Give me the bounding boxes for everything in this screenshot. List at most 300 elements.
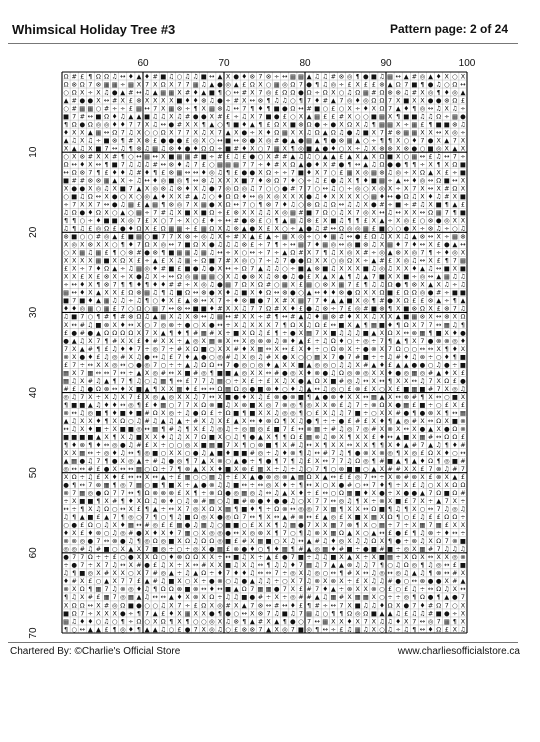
svg-text:£: £ [266,392,271,401]
svg-text:7: 7 [444,208,449,217]
svg-text:⊗: ⊗ [427,408,434,417]
svg-text:▲: ▲ [104,513,110,522]
svg-text:■: ■ [135,408,142,417]
svg-text:♫: ♫ [281,96,288,105]
svg-text:●: ● [427,96,434,105]
svg-text:÷: ÷ [460,529,466,538]
svg-text:▦: ▦ [330,593,337,602]
svg-text:●: ● [427,336,434,345]
svg-text:X: X [80,593,85,602]
svg-text:●: ● [290,328,296,337]
svg-text:¶: ¶ [266,96,271,105]
svg-text:♦: ♦ [362,489,369,498]
svg-text:÷: ÷ [387,521,393,530]
svg-text:#: # [201,561,207,570]
svg-text:Ω: Ω [290,80,296,89]
svg-text:↔: ↔ [120,561,126,570]
svg-text:÷: ÷ [273,248,280,257]
svg-text:7: 7 [177,529,182,538]
svg-text:¶: ¶ [161,288,166,297]
svg-text:◎: ◎ [306,400,312,409]
svg-text:#: # [363,248,369,257]
svg-text:7: 7 [72,112,77,121]
svg-text:○: ○ [338,144,345,153]
svg-text:○: ○ [225,432,231,441]
svg-text:▦: ▦ [281,280,288,289]
svg-text:●: ● [249,593,256,602]
svg-text:#: # [209,328,215,337]
svg-text:X: X [444,128,449,137]
svg-text:●: ● [281,136,288,145]
svg-text:▦: ▦ [281,545,288,554]
svg-text:♦: ♦ [95,416,102,425]
svg-text:♦: ♦ [460,336,466,345]
svg-text:X: X [460,569,466,578]
svg-text:7: 7 [145,545,150,554]
svg-text:◎: ◎ [427,88,434,97]
svg-text:↔: ↔ [403,328,409,337]
svg-text:■: ■ [387,456,394,465]
svg-text:○: ○ [225,376,231,385]
svg-text:●: ● [160,136,167,145]
svg-text:÷: ÷ [395,625,401,634]
svg-text:Ω: Ω [274,505,280,514]
svg-text:÷: ÷ [363,553,369,562]
svg-text:¶: ¶ [72,569,77,578]
svg-text:Ω: Ω [233,192,239,201]
svg-text:●: ● [209,184,215,193]
svg-text:♫: ♫ [411,609,418,618]
svg-text:⊗: ⊗ [209,489,215,498]
svg-text:Ω: Ω [241,280,247,289]
svg-text:¶: ¶ [436,160,441,169]
svg-text:X: X [460,176,466,185]
svg-text:7: 7 [412,601,417,610]
svg-text:Ω: Ω [136,224,142,233]
svg-text:♫: ♫ [233,577,240,586]
svg-text:#: # [452,465,458,474]
svg-text:♫: ♫ [176,112,183,121]
footer-website: www.charliesofficialstore.ca [397,646,520,657]
svg-text:↔: ↔ [411,376,418,385]
svg-text:X: X [177,368,182,377]
svg-text:▦: ▦ [257,537,264,546]
svg-text:▦: ▦ [370,168,377,177]
svg-text:X: X [96,96,101,105]
svg-text:X: X [250,609,255,618]
svg-text:↔: ↔ [103,96,110,105]
svg-text:¶: ¶ [347,272,352,281]
svg-text:♫: ♫ [322,432,329,441]
svg-text:▦: ▦ [200,224,207,233]
svg-text:X: X [371,152,377,161]
svg-text:Ω: Ω [104,72,109,81]
svg-text:♦: ♦ [387,320,393,329]
svg-text:¶: ¶ [315,80,320,89]
svg-text:Ω: Ω [71,473,77,482]
svg-text:◎: ◎ [281,625,288,634]
svg-text:X: X [209,601,215,610]
svg-text:X: X [347,104,352,113]
svg-text:X: X [120,545,125,554]
svg-text:◎: ◎ [330,513,337,522]
svg-text:X: X [460,344,466,353]
row-label: 40 [28,387,39,399]
svg-text:£: £ [234,473,239,482]
svg-text:○: ○ [346,336,353,345]
svg-text:#: # [103,104,110,113]
svg-text:▲: ▲ [322,513,328,522]
svg-text:X: X [112,288,117,297]
svg-text:X: X [404,248,409,257]
svg-text:⊗: ⊗ [435,465,442,474]
svg-text:X: X [144,553,150,562]
svg-text:X: X [169,80,174,89]
svg-text:○: ○ [354,481,361,490]
svg-text:♫: ♫ [144,272,150,281]
svg-text:X: X [193,440,198,449]
svg-text:÷: ÷ [444,232,450,241]
svg-text:▲: ▲ [436,296,442,305]
svg-text:○: ○ [152,128,158,137]
svg-text:■: ■ [168,152,175,161]
svg-text:♫: ♫ [71,392,78,401]
svg-text:↔: ↔ [128,473,134,482]
svg-text:Ω: Ω [322,88,328,97]
svg-text:#: # [395,465,401,474]
column-label: 60 [137,58,149,69]
svg-text:○: ○ [225,625,231,634]
svg-text:○: ○ [128,360,134,369]
svg-text:▲: ▲ [298,224,304,233]
svg-text:♦: ♦ [241,569,248,578]
svg-text:#: # [338,545,345,554]
svg-text:○: ○ [209,192,215,201]
svg-text:▦: ▦ [208,473,215,482]
svg-text:¶: ¶ [120,152,125,161]
svg-text:○: ○ [427,360,434,369]
svg-text:■: ■ [184,208,191,217]
svg-text:↔: ↔ [427,553,434,562]
svg-text:▦: ▦ [459,256,466,265]
svg-text:£: £ [388,360,393,369]
svg-text:X: X [282,440,287,449]
svg-text:X: X [258,168,263,177]
svg-text:▲: ▲ [168,593,174,602]
svg-text:♫: ♫ [273,448,280,457]
svg-text:£: £ [266,120,271,129]
svg-text:↔: ↔ [330,497,337,506]
svg-text:●: ● [71,521,77,530]
svg-text:●: ● [395,529,401,538]
svg-text:¶: ¶ [290,545,295,554]
svg-text:▦: ▦ [135,208,142,217]
svg-text:♫: ♫ [338,216,345,225]
svg-text:■: ■ [225,521,232,530]
svg-text:⊗: ⊗ [168,489,175,498]
svg-text:÷: ÷ [111,104,118,113]
svg-text:X: X [152,96,158,105]
svg-text:7: 7 [307,521,312,530]
svg-text:7: 7 [355,424,360,433]
svg-text:÷: ÷ [192,256,199,265]
svg-text:▦: ▦ [127,200,134,209]
svg-text:⊗: ⊗ [298,120,304,129]
svg-text:7: 7 [185,400,190,409]
svg-text:♫: ♫ [168,288,175,297]
svg-text:■: ■ [354,465,361,474]
svg-text:X: X [185,344,190,353]
svg-text:○: ○ [314,184,320,193]
svg-text:X: X [112,569,117,578]
svg-text:⊗: ⊗ [427,224,434,233]
svg-text:⊗: ⊗ [209,400,215,409]
svg-text:7: 7 [282,256,287,265]
svg-text:X: X [120,456,125,465]
svg-text:X: X [355,440,360,449]
svg-text:●: ● [128,553,134,562]
svg-text:▦: ▦ [168,88,175,97]
svg-text:¶: ¶ [363,320,368,329]
svg-text:↔: ↔ [387,569,393,578]
svg-text:X: X [452,521,458,530]
svg-text:X: X [355,80,360,89]
svg-text:X: X [412,336,417,345]
svg-text:■: ■ [297,392,304,401]
svg-text:÷: ÷ [395,593,401,602]
svg-text:▦: ▦ [225,384,232,393]
svg-text:⊗: ⊗ [444,312,450,321]
svg-text:♫: ♫ [419,569,426,578]
svg-text:○: ○ [330,168,337,177]
svg-text:●: ● [209,320,215,329]
svg-text:↔: ↔ [282,601,288,610]
svg-text:▦: ▦ [160,88,167,97]
svg-text:●: ● [403,224,410,233]
svg-text:▦: ▦ [419,432,426,441]
svg-text:÷: ÷ [225,296,231,305]
svg-text:■: ■ [443,489,450,498]
svg-text:X: X [387,497,393,506]
svg-text:7: 7 [161,344,166,353]
svg-text:◎: ◎ [419,72,426,81]
svg-text:▦: ▦ [176,224,183,233]
svg-text:↔: ↔ [427,585,434,594]
svg-text:÷: ÷ [452,360,458,369]
svg-text:£: £ [201,160,206,169]
svg-text:◎: ◎ [103,448,110,457]
svg-text:X: X [444,72,449,81]
svg-text:●: ● [87,96,94,105]
svg-text:■: ■ [411,112,418,121]
svg-text:£: £ [331,104,336,113]
svg-text:○: ○ [452,224,458,233]
svg-text:●: ● [192,408,199,417]
svg-text:Ω: Ω [249,80,255,89]
svg-text:X: X [233,304,239,313]
svg-text:●: ● [298,521,304,530]
svg-text:£: £ [274,553,279,562]
svg-text:Ω: Ω [428,448,433,457]
svg-text:▲: ▲ [355,320,361,329]
svg-text:♫: ♫ [419,112,426,121]
svg-text:↔: ↔ [87,112,94,121]
svg-text:#: # [111,152,118,161]
svg-text:7: 7 [266,609,271,618]
svg-text:♫: ♫ [87,545,94,554]
svg-text:÷: ÷ [371,352,377,361]
svg-text:○: ○ [144,376,150,385]
svg-text:÷: ÷ [322,424,328,433]
svg-text:÷: ÷ [176,408,183,417]
svg-text:■: ■ [362,328,369,337]
svg-text:○: ○ [298,497,304,506]
svg-text:#: # [411,200,418,209]
svg-text:X: X [371,104,377,113]
svg-text:♫: ♫ [265,264,272,273]
svg-text:♫: ♫ [273,408,280,417]
svg-text:X: X [290,352,296,361]
svg-text:●: ● [395,192,401,201]
svg-text:X: X [128,505,134,514]
svg-text:♫: ♫ [395,561,402,570]
svg-text:Ω: Ω [290,88,296,97]
svg-text:X: X [250,88,255,97]
svg-text:X: X [355,392,360,401]
svg-text:X: X [355,312,360,321]
svg-text:○: ○ [79,232,86,241]
svg-text:7: 7 [226,569,231,578]
svg-text:÷: ÷ [282,240,288,249]
svg-text:▲: ▲ [395,104,401,113]
svg-text:♦: ♦ [176,593,183,602]
svg-text:Ω: Ω [185,537,190,546]
svg-text:#: # [71,96,77,105]
svg-text:¶: ¶ [274,521,279,530]
svg-text:£: £ [371,432,376,441]
svg-text:♫: ♫ [460,224,466,233]
svg-text:X: X [460,184,466,193]
svg-text:£: £ [112,304,117,313]
svg-text:♫: ♫ [208,96,215,105]
svg-text:○: ○ [306,465,312,474]
svg-text:£: £ [104,625,109,634]
svg-text:7: 7 [80,609,85,618]
svg-text:▲: ▲ [444,593,450,602]
svg-text:♦: ♦ [217,192,223,201]
svg-text:♫: ♫ [144,312,150,321]
svg-text:X: X [80,416,85,425]
svg-text:♫: ♫ [387,617,393,626]
svg-text:£: £ [347,416,352,425]
svg-text:↔: ↔ [241,481,247,490]
svg-text:●: ● [419,408,426,417]
svg-text:⊗: ⊗ [338,72,345,81]
svg-text:X: X [395,601,401,610]
svg-text:X: X [161,336,166,345]
svg-text:♫: ♫ [451,104,458,113]
svg-text:♫: ♫ [111,529,118,538]
svg-text:◎: ◎ [354,224,361,233]
svg-text:♫: ♫ [160,561,167,570]
svg-text:♦: ♦ [152,400,159,409]
svg-text:Ω: Ω [436,112,442,121]
svg-text:¶: ¶ [177,465,182,474]
svg-text:X: X [355,256,360,265]
svg-text:⊗: ⊗ [460,553,466,562]
svg-text:Ω: Ω [209,537,215,546]
svg-text:♦: ♦ [322,192,329,201]
svg-text:○: ○ [95,617,102,626]
svg-text:Ω: Ω [112,128,118,137]
svg-text:▦: ▦ [265,585,272,594]
svg-text:X: X [347,537,352,546]
svg-text:7: 7 [80,561,85,570]
svg-text:▦: ▦ [354,625,361,634]
svg-text:¶: ¶ [323,248,328,257]
svg-text:X: X [323,216,328,225]
svg-text:○: ○ [111,505,118,514]
svg-text:X: X [71,585,77,594]
svg-text:◎: ◎ [217,352,223,361]
svg-text:#: # [314,537,320,546]
svg-text:7: 7 [420,248,425,257]
svg-text:↔: ↔ [128,489,134,498]
svg-text:↔: ↔ [354,160,361,169]
svg-text:X: X [225,176,231,185]
svg-text:♫: ♫ [298,440,304,449]
svg-text:X: X [250,280,255,289]
svg-text:Ω: Ω [152,537,158,546]
svg-text:Ω: Ω [371,232,377,241]
svg-text:♦: ♦ [427,192,434,201]
svg-text:○: ○ [95,104,102,113]
svg-text:♫: ♫ [362,537,369,546]
svg-text:●: ● [306,192,312,201]
svg-text:○: ○ [241,248,248,257]
svg-text:●: ● [281,368,288,377]
svg-text:⊗: ⊗ [330,400,337,409]
svg-text:X: X [88,160,93,169]
svg-text:○: ○ [209,160,215,169]
svg-text:■: ■ [297,553,304,562]
svg-text:■: ■ [152,448,159,457]
svg-text:♦: ♦ [87,208,94,217]
svg-text:X: X [363,577,368,586]
svg-text:X: X [201,465,206,474]
svg-text:↔: ↔ [152,593,158,602]
svg-text:÷: ÷ [201,577,207,586]
svg-text:■: ■ [63,609,70,618]
svg-text:◎: ◎ [184,440,191,449]
svg-text:¶: ¶ [112,376,117,385]
svg-text:■: ■ [435,120,442,129]
svg-text:■: ■ [346,296,353,305]
svg-text:#: # [427,368,434,377]
svg-text:●: ● [217,513,223,522]
svg-text:♫: ♫ [119,296,126,305]
svg-text:◎: ◎ [111,440,118,449]
svg-text:▲: ▲ [314,392,320,401]
svg-text:¶: ¶ [120,136,125,145]
svg-text:♫: ♫ [144,88,150,97]
svg-text:#: # [87,344,94,353]
svg-text:◎: ◎ [160,176,167,185]
svg-text:▲: ▲ [428,440,434,449]
svg-text:X: X [120,569,125,578]
svg-text:▦: ▦ [297,72,304,81]
svg-text:■: ■ [403,304,410,313]
